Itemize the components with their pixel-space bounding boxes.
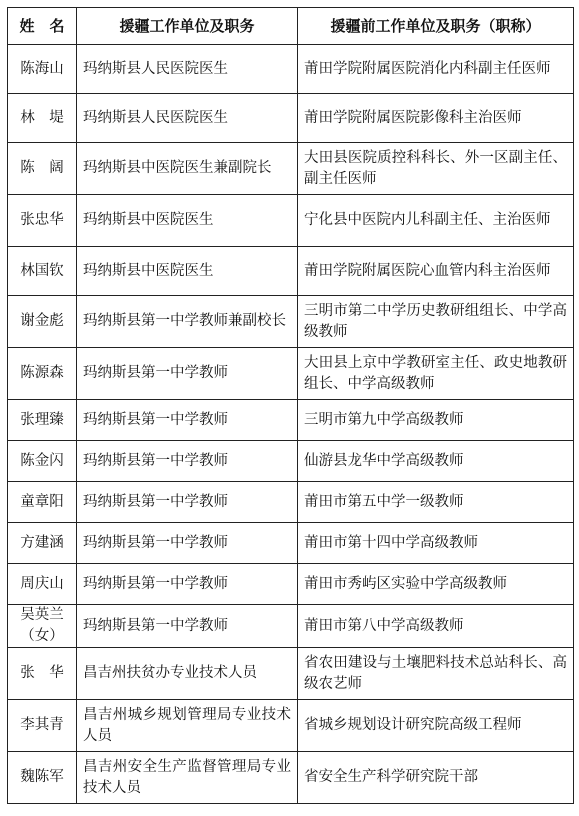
cell-name: 林国钦 (8, 247, 77, 296)
cell-unit: 玛纳斯县中医院医生兼副院长 (77, 143, 298, 195)
table-row (8, 296, 574, 348)
header-unit: 援疆工作单位及职务 (77, 8, 298, 45)
cell-prev: 莆田市秀屿区实验中学高级教师 (298, 564, 574, 605)
cell-unit: 玛纳斯县第一中学教师兼副校长 (77, 296, 298, 348)
table-row (8, 348, 574, 400)
cell-unit: 玛纳斯县第一中学教师 (77, 523, 298, 564)
cell-prev: 省城乡规划设计研究院高级工程师 (298, 700, 574, 752)
cell-prev: 宁化县中医院内儿科副主任、主治医师 (298, 195, 574, 247)
cell-prev: 莆田学院附属医院消化内科副主任医师 (298, 45, 574, 94)
cell-prev: 省农田建设与土壤肥料技术总站科长、高级农艺师 (298, 648, 574, 700)
cell-prev: 三明市第九中学高级教师 (298, 400, 574, 441)
cell-name: 李其青 (8, 700, 77, 752)
cell-unit: 玛纳斯县第一中学教师 (77, 564, 298, 605)
table-row (8, 45, 574, 94)
table-row (8, 564, 574, 605)
cell-name: 林 堤 (8, 94, 77, 143)
table-header-row (8, 8, 574, 45)
cell-unit: 玛纳斯县第一中学教师 (77, 348, 298, 400)
cell-name: 陈源森 (8, 348, 77, 400)
table-row (8, 482, 574, 523)
cell-unit: 玛纳斯县第一中学教师 (77, 605, 298, 648)
staff-table (7, 7, 574, 804)
cell-prev: 莆田市第十四中学高级教师 (298, 523, 574, 564)
cell-unit: 玛纳斯县中医院医生 (77, 195, 298, 247)
table-row (8, 247, 574, 296)
cell-name: 童章阳 (8, 482, 77, 523)
cell-name: 陈 阔 (8, 143, 77, 195)
table-row (8, 752, 574, 804)
table-row (8, 400, 574, 441)
cell-name: 张忠华 (8, 195, 77, 247)
table-row (8, 700, 574, 752)
table-row (8, 441, 574, 482)
cell-unit: 玛纳斯县第一中学教师 (77, 400, 298, 441)
cell-prev: 莆田学院附属医院心血管内科主治医师 (298, 247, 574, 296)
cell-name: 周庆山 (8, 564, 77, 605)
table-row (8, 195, 574, 247)
cell-name: 张理臻 (8, 400, 77, 441)
cell-name: 谢金彪 (8, 296, 77, 348)
header-prev: 援疆前工作单位及职务（职称） (298, 8, 574, 45)
cell-prev: 大田县医院质控科科长、外一区副主任、副主任医师 (298, 143, 574, 195)
cell-name: 张 华 (8, 648, 77, 700)
header-name: 姓 名 (8, 8, 77, 45)
cell-unit: 昌吉州安全生产监督管理局专业技术人员 (77, 752, 298, 804)
cell-prev: 省安全生产科学研究院干部 (298, 752, 574, 804)
cell-prev: 仙游县龙华中学高级教师 (298, 441, 574, 482)
cell-prev: 三明市第二中学历史教研组组长、中学高级教师 (298, 296, 574, 348)
table-row (8, 648, 574, 700)
cell-name: 陈海山 (8, 45, 77, 94)
cell-unit: 玛纳斯县人民医院医生 (77, 45, 298, 94)
cell-unit: 玛纳斯县第一中学教师 (77, 441, 298, 482)
table-row (8, 605, 574, 648)
cell-name: 吴英兰（女） (8, 605, 77, 648)
cell-unit: 玛纳斯县人民医院医生 (77, 94, 298, 143)
table-row (8, 143, 574, 195)
cell-name: 方建涵 (8, 523, 77, 564)
cell-name: 陈金闪 (8, 441, 77, 482)
cell-prev: 莆田市第八中学高级教师 (298, 605, 574, 648)
cell-unit: 玛纳斯县第一中学教师 (77, 482, 298, 523)
cell-unit: 玛纳斯县中医院医生 (77, 247, 298, 296)
cell-prev: 莆田市第五中学一级教师 (298, 482, 574, 523)
cell-unit: 昌吉州扶贫办专业技术人员 (77, 648, 298, 700)
cell-prev: 莆田学院附属医院影像科主治医师 (298, 94, 574, 143)
cell-unit: 昌吉州城乡规划管理局专业技术人员 (77, 700, 298, 752)
cell-name: 魏陈军 (8, 752, 77, 804)
cell-prev: 大田县上京中学教研室主任、政史地教研组长、中学高级教师 (298, 348, 574, 400)
table-row (8, 523, 574, 564)
table-row (8, 94, 574, 143)
